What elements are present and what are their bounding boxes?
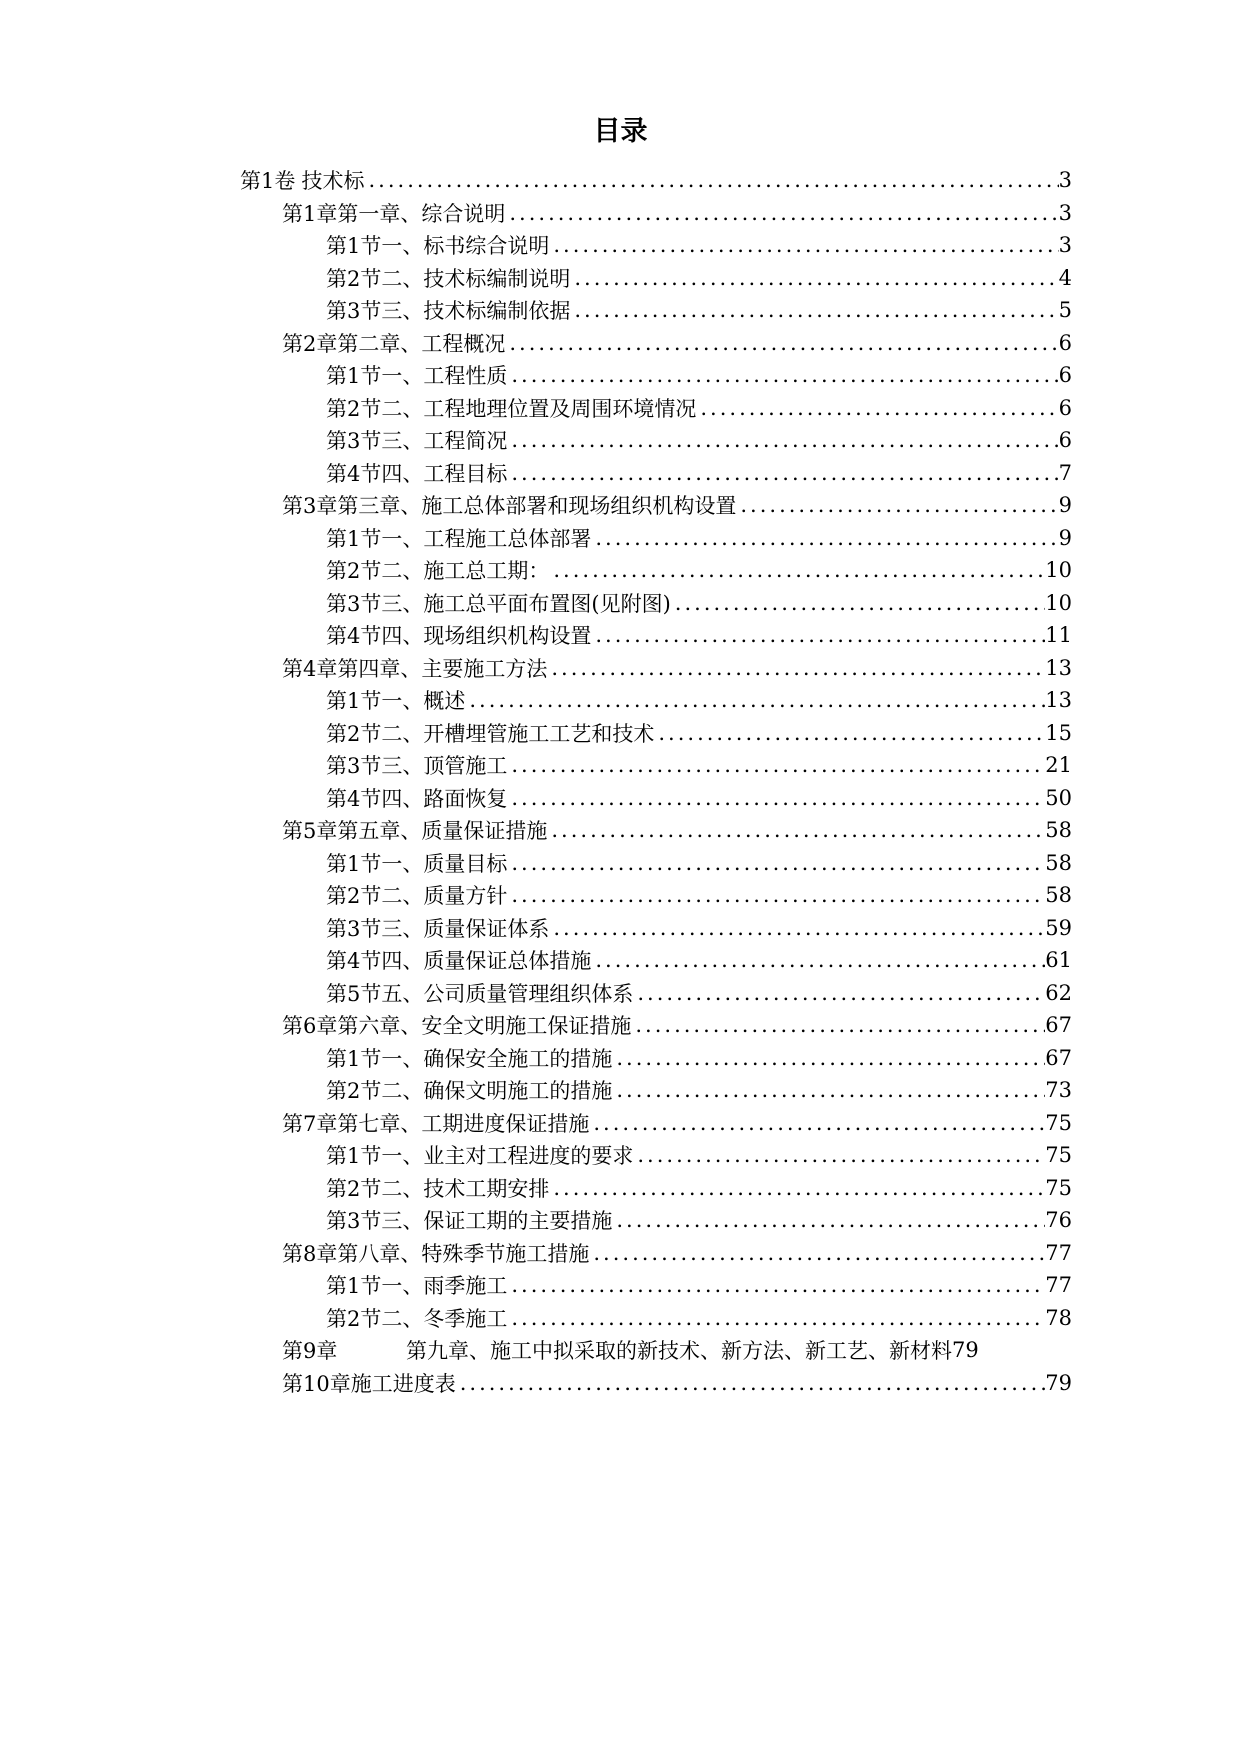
toc-entry[interactable] [326,1139,1072,1172]
toc-leader-dots [456,1371,1046,1395]
toc-leader-dots [591,526,1058,550]
toc-entry-title: 三、工程简况 [381,429,508,454]
toc-entry-page: 4 [1058,265,1072,290]
toc-entry-title: 二、冬季施工 [381,1306,508,1331]
toc-entry-page: 67 [1045,1013,1072,1038]
toc-entry-number: 第3节 [326,299,382,324]
toc-entry-page: 10 [1045,558,1072,583]
toc-leader-dots [612,1078,1045,1102]
toc-entry[interactable] [326,554,1072,587]
toc-entry-title: 二、技术工期安排 [381,1176,550,1201]
toc-entry-number: 第1章 [282,201,338,226]
toc-leader-dots [549,916,1045,940]
toc-entry[interactable] [240,164,1072,197]
toc-leader-dots [507,428,1058,452]
toc-entry-number: 第2节 [326,721,382,746]
toc-entry-page: 3 [1058,200,1072,225]
toc-entry-title: 一、工程性质 [381,364,508,389]
toc-entry-page: 75 [1045,1143,1072,1168]
toc-entry-number: 第3章 [282,494,338,519]
toc-entry-number: 第3节 [326,429,382,454]
toc-entry[interactable] [326,1302,1072,1335]
toc-entry-title: 第八章、特殊季节施工措施 [337,1241,590,1266]
toc-entry[interactable] [282,814,1072,847]
toc-leader-dots [591,948,1045,972]
toc-entry-title: 第五章、质量保证措施 [337,819,548,844]
toc-leader-dots [633,981,1045,1005]
toc-entry[interactable] [326,1204,1072,1237]
toc-entry-title: 第四章、主要施工方法 [337,656,548,681]
toc-entry-page: 50 [1045,785,1072,810]
toc-entry-page: 79 [952,1338,979,1363]
toc-entry-page: 6 [1058,330,1072,355]
toc-entry-number: 第2节 [326,1176,382,1201]
toc-entry[interactable] [326,424,1072,457]
toc-entry-title: 一、质量目标 [381,851,508,876]
toc-leader-dots [549,1176,1045,1200]
toc-entry-title: 一、业主对工程进度的要求 [381,1144,634,1169]
toc-entry-number: 第1节 [326,364,382,389]
toc-entry-page: 6 [1058,395,1072,420]
toc-entry-title: 一、标书综合说明 [381,234,550,259]
toc-entry[interactable] [326,879,1072,912]
toc-entry-title: 五、公司质量管理组织体系 [381,981,634,1006]
toc-entry-page: 5 [1058,298,1072,323]
toc-entry[interactable] [326,944,1072,977]
toc-entry-number: 第1节 [326,234,382,259]
toc-entry-title: 第一章、综合说明 [337,201,506,226]
toc-entry-page: 58 [1045,818,1072,843]
toc-entry[interactable] [326,457,1072,490]
toc-entry-page: 3 [1058,168,1072,193]
toc-entry-title: 第三章、施工总体部署和现场组织机构设置 [337,494,737,519]
toc-entry[interactable] [326,782,1072,815]
toc-entry-page: 77 [1045,1273,1072,1298]
toc-entry-page: 67 [1045,1045,1072,1070]
toc-entry[interactable] [326,1269,1072,1302]
toc-leader-dots [631,1013,1045,1037]
toc-entry-title: 三、顶管施工 [381,754,508,779]
toc-entry-title: 四、路面恢复 [381,786,508,811]
toc-entry-number: 第4节 [326,461,382,486]
toc-leader-dots [654,721,1045,745]
toc-leader-dots [507,1306,1045,1330]
toc-leader-dots [507,851,1045,875]
toc-entry[interactable] [326,619,1072,652]
toc-entry-number: 第4节 [326,786,382,811]
toc-entry-title: 第九章、施工中拟采取的新技术、新方法、新工艺、新材料 [406,1339,952,1364]
toc-entry-page: 75 [1045,1110,1072,1135]
toc-entry-title: 一、工程施工总体部署 [381,526,592,551]
toc-entry-title: 三、质量保证体系 [381,916,550,941]
toc-entry-page: 15 [1045,720,1072,745]
toc-entry[interactable] [326,294,1072,327]
toc-entry-number: 第2节 [326,559,382,584]
toc-entry[interactable] [282,1009,1072,1042]
toc-leader-dots [671,591,1046,615]
toc-entry[interactable] [282,327,1072,360]
toc-entry-page: 78 [1045,1305,1072,1330]
toc-entry[interactable] [282,1367,1072,1400]
toc-entry-page: 9 [1058,525,1072,550]
toc-entry-title: 一、确保安全施工的措施 [381,1046,613,1071]
toc-entry[interactable] [282,652,1072,685]
toc-entry-page: 10 [1045,590,1072,615]
toc-entry-number: 第9章 [282,1339,338,1364]
toc-entry-number: 第3节 [326,916,382,941]
toc-entry-title: 二、确保文明施工的措施 [381,1079,613,1104]
toc-entry-page: 13 [1045,688,1072,713]
toc-entry-page: 6 [1058,428,1072,453]
toc-leader-dots [507,1273,1045,1297]
toc-entry-number: 第4节 [326,949,382,974]
toc-entry[interactable] [326,847,1072,880]
toc-leader-dots [547,656,1045,680]
toc-leader-dots [736,493,1058,517]
toc-entry[interactable] [282,197,1072,230]
toc-entry[interactable] [282,1237,1072,1270]
toc-entry-number: 第5章 [282,819,338,844]
toc-leader-dots [365,168,1059,192]
toc-leader-dots [505,201,1058,225]
toc-entry[interactable] [282,1107,1072,1140]
toc-entry[interactable] [326,912,1072,945]
toc-entry[interactable] [282,1334,1072,1367]
toc-entry[interactable] [326,229,1072,262]
toc-entry-page: 73 [1045,1078,1072,1103]
toc-entry[interactable] [326,587,1072,620]
toc-leader-dots [589,1241,1045,1265]
toc-entry-title: 四、工程目标 [381,461,508,486]
toc-entry-number: 第8章 [282,1241,338,1266]
toc-entry-number: 第1节 [326,1046,382,1071]
toc-leader-dots [591,623,1045,647]
toc-entry-title: 三、施工总平面布置图(见附图) [381,591,671,616]
toc-entry-number: 第2节 [326,266,382,291]
toc-leader-dots [633,1143,1045,1167]
toc-leader-dots [507,786,1045,810]
toc-entry-number: 第4节 [326,624,382,649]
toc-entry-number: 第2节 [326,884,382,909]
toc-entry-number: 第2节 [326,396,382,421]
toc-title: 目录 [593,116,648,147]
toc-leader-dots [612,1208,1045,1232]
toc-entry-title: 二、质量方针 [381,884,508,909]
toc-leader-dots [696,396,1058,420]
toc-entry-number: 第1节 [326,1274,382,1299]
toc-leader-dots [549,233,1058,257]
toc-entry-number: 第7章 [282,1111,338,1136]
toc-leader-dots [570,298,1058,322]
toc-entry-page: 62 [1045,980,1072,1005]
toc-leader-dots [612,1046,1045,1070]
toc-entry-title: 一、雨季施工 [381,1274,508,1299]
toc-entry-title: 技术标 [301,169,365,194]
toc-leader-dots [507,753,1045,777]
toc-leader-dots [507,461,1058,485]
toc-entry-number: 第3节 [326,754,382,779]
toc-entry-number: 第5节 [326,981,382,1006]
toc-entry-title: 二、开槽埋管施工工艺和技术 [381,721,655,746]
toc-leader-dots [505,331,1058,355]
toc-entry[interactable] [282,489,1072,522]
toc-leader-dots [547,818,1045,842]
toc-entry-number: 第1节 [326,689,382,714]
toc-entry-number: 第1节 [326,851,382,876]
toc-entry-page: 59 [1045,915,1072,940]
toc-entry-title: 四、现场组织机构设置 [381,624,592,649]
toc-leader-dots [549,558,1045,582]
toc-entry-title: 第七章、工期进度保证措施 [337,1111,590,1136]
toc-entry-title: 二、工程地理位置及周围环境情况 [381,396,697,421]
toc-entry[interactable] [326,262,1072,295]
toc-leader-dots [465,688,1045,712]
toc-entry-title: 第六章、安全文明施工保证措施 [337,1014,632,1039]
toc-entry-number: 第2章 [282,331,338,356]
toc-entry-number: 第6章 [282,1014,338,1039]
toc-entry-page: 7 [1058,460,1072,485]
toc-entry-title: 二、施工总工期： [381,559,550,584]
toc-entry[interactable] [326,749,1072,782]
toc-entry-page: 58 [1045,850,1072,875]
toc-entry-page: 58 [1045,883,1072,908]
toc-entry-page: 79 [1045,1370,1072,1395]
toc-leader-dots [507,883,1045,907]
toc-leader-dots [589,1111,1045,1135]
toc-entry-title: 第二章、工程概况 [337,331,506,356]
toc-entry-page: 6 [1058,363,1072,388]
toc-entry-number: 第2节 [326,1079,382,1104]
toc-leader-dots [570,266,1058,290]
toc-entry[interactable] [326,717,1072,750]
toc-entry-page: 77 [1045,1240,1072,1265]
toc-entry-page: 75 [1045,1175,1072,1200]
toc-entry[interactable] [326,977,1072,1010]
toc-entry-title: 四、质量保证总体措施 [381,949,592,974]
toc-entry-page: 61 [1045,948,1072,973]
toc-entry-page: 13 [1045,655,1072,680]
toc-entry-page: 11 [1045,623,1072,648]
toc-entry-number: 第3节 [326,591,382,616]
toc-entry-number: 第1节 [326,526,382,551]
toc-entry[interactable] [326,1074,1072,1107]
toc-entry-number: 第3节 [326,1209,382,1234]
toc-entry-page: 9 [1058,493,1072,518]
toc-entry[interactable] [326,392,1072,425]
toc-entry-title: 一、概述 [381,689,466,714]
toc-entry-title: 三、保证工期的主要措施 [381,1209,613,1234]
toc-entry[interactable] [326,522,1072,555]
toc-entry-number: 第10章 [282,1371,351,1396]
toc-entry[interactable] [326,684,1072,717]
toc-entry-page: 21 [1045,753,1072,778]
toc-entry-page: 76 [1045,1208,1072,1233]
toc-entry-number: 第1节 [326,1144,382,1169]
toc-leader-dots [507,363,1058,387]
toc-entry-page: 3 [1058,233,1072,258]
toc-entry-number: 第1卷 [240,169,296,194]
toc-entry-number: 第4章 [282,656,338,681]
toc-entry-title: 施工进度表 [350,1371,456,1396]
toc-entry-number: 第2节 [326,1306,382,1331]
toc-entry[interactable] [326,359,1072,392]
toc-entry-title: 三、技术标编制依据 [381,299,571,324]
toc-entry[interactable] [326,1172,1072,1205]
toc-entry-title: 二、技术标编制说明 [381,266,571,291]
toc-entry[interactable] [326,1042,1072,1075]
